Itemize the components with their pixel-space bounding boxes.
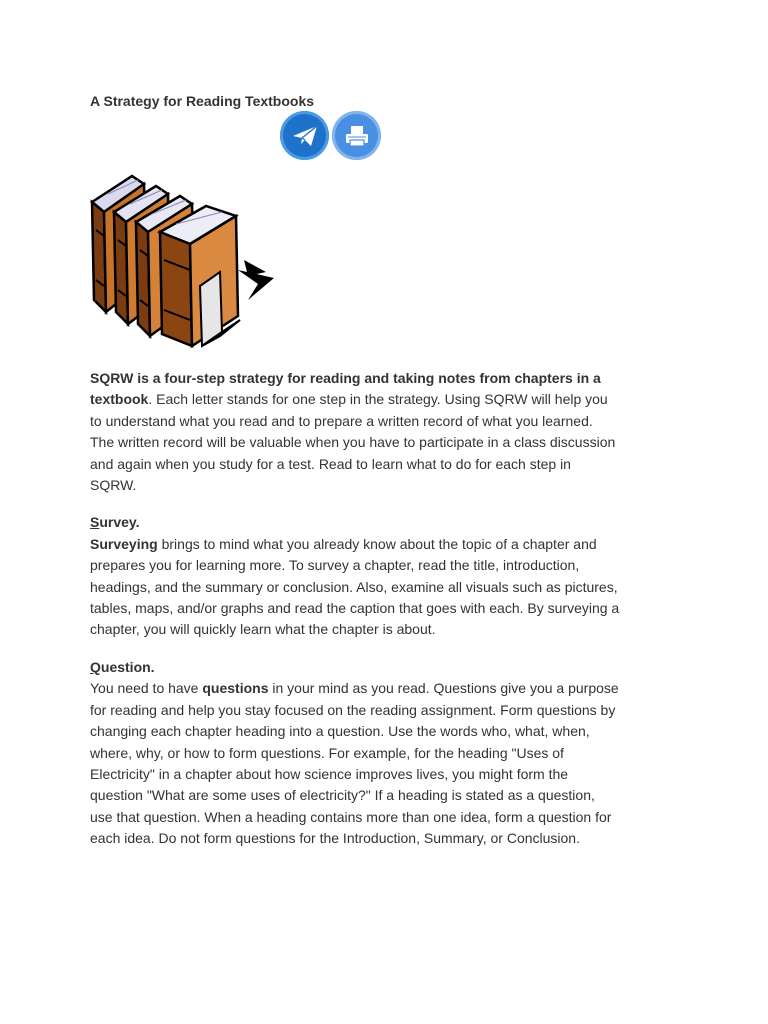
page-title: A Strategy for Reading Textbooks — [90, 93, 315, 109]
question-paragraph — [90, 678, 620, 849]
survey-heading — [90, 512, 620, 533]
article-body — [90, 368, 620, 850]
question-text: in your mind as you read. Questions give you a purpose for reading and help you stay focused on the reading assignment. Form questions by changing each chapter heading into a question. Use the words who, what, when, where, why, or how to form questions. For example, for the heading "Uses of Electricity" in a chapter about how science improves lives, you might form the question "What are some uses of electricity?" If a heading is stated as a question, use that question. When a heading contains more than one idea, form a question for each idea. Do not form questions for the Introduction, Summary, or Conclusion. — [90, 680, 619, 847]
print-button[interactable] — [332, 111, 381, 160]
intro-paragraph — [90, 368, 620, 496]
question-heading-rest: uestion. — [100, 658, 155, 675]
envelope-icon — [290, 121, 320, 151]
printer-icon — [342, 121, 372, 151]
email-share-button[interactable] — [280, 111, 329, 160]
question-heading-letter: Q — [90, 658, 101, 675]
intro-text: . Each letter stands for one step in the strategy. Using SQRW will help you to understand what you read and to prepare a written record of what you learned. The written record will be valuable when you have to participate in a class discussion and again when you study for a test. Read to learn what to do for each step in SQRW. — [90, 391, 616, 494]
question-lead: You need to have — [90, 680, 203, 697]
survey-text: brings to mind what you already know about the topic of a chapter and prepares you for learning more. To survey a chapter, read the title, introduction, headings, and the summary or conclusion. Also, examine all visuals such as pictures, tables, maps, and/or graphs and read the caption that goes with each. By surveying a chapter, you will quickly learn what the chapter is about. — [90, 535, 620, 638]
survey-bold-lead: Surveying — [90, 535, 158, 552]
survey-paragraph — [90, 534, 620, 641]
intro-bold-lead: SQRW is a four-step strategy for reading and taking notes from chapters in a textbook — [90, 370, 601, 408]
question-bold: questions — [202, 680, 269, 697]
survey-heading-rest: urvey. — [99, 514, 140, 531]
books-clipart-icon — [88, 160, 283, 355]
survey-heading-letter: S — [90, 514, 100, 531]
share-toolbar — [280, 111, 381, 160]
question-heading — [90, 657, 620, 678]
